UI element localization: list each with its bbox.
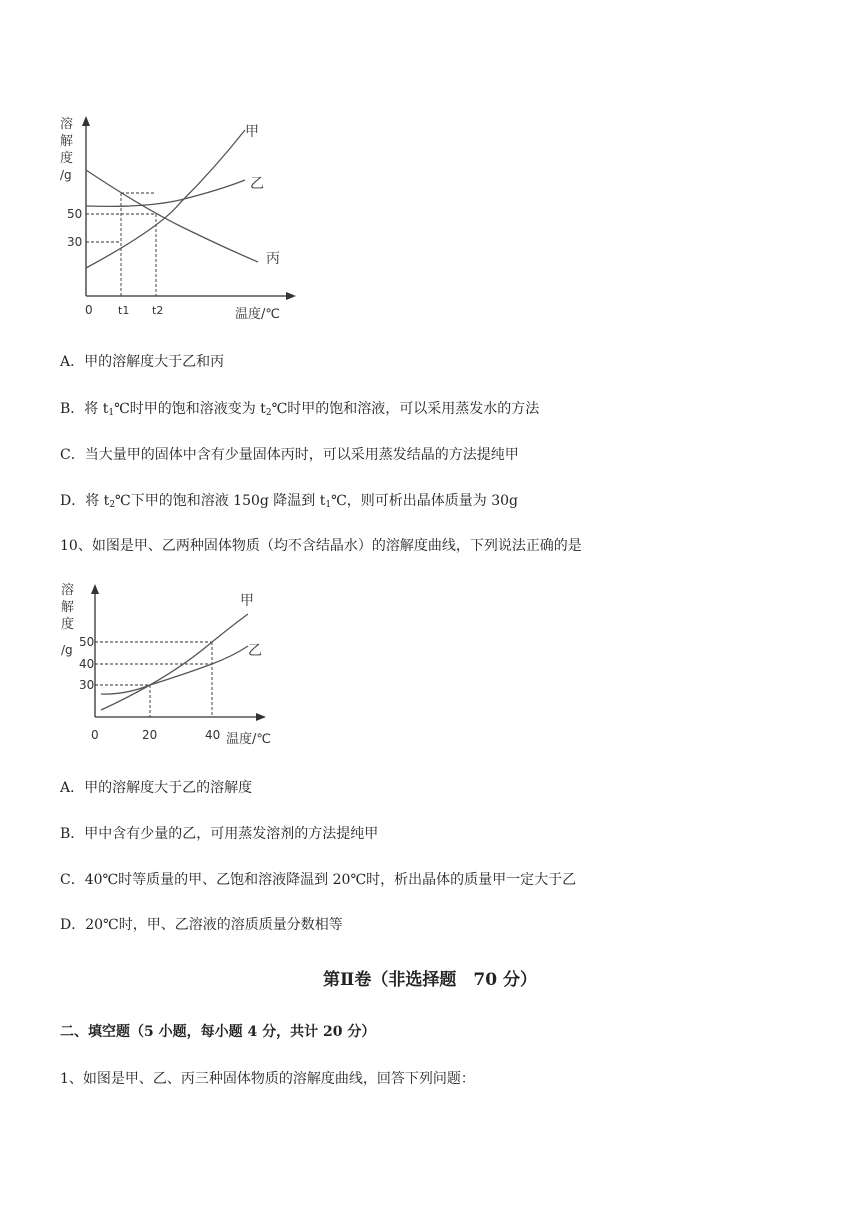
curve-jia [86, 130, 245, 268]
q9-d-sub2: 1 [325, 500, 332, 510]
x-tick-t1: t1 [118, 304, 130, 317]
y-label-4: /g [60, 168, 72, 182]
q10-option-c: C．40℃时等质量的甲、乙饱和溶液降温到 20℃时，析出晶体的质量甲一定大于乙 [60, 872, 577, 888]
q9-b-sub2: 2 [265, 408, 272, 418]
curve-label-bing: 丙 [266, 251, 280, 267]
x-label: 温度/℃ [235, 307, 280, 322]
y-label-2: 解 [60, 134, 74, 149]
y-tick-50: 50 [79, 635, 95, 649]
x-tick-0: 0 [85, 303, 93, 317]
q9-b-post: ℃时甲的饱和溶液，可以采用蒸发水的方法 [271, 401, 540, 417]
curve-bing [86, 170, 258, 262]
curve-label-yi: 乙 [248, 643, 262, 659]
solubility-chart-1 [50, 108, 310, 328]
curve-jia [101, 614, 248, 710]
y-label-1: 溶 [61, 583, 75, 598]
x-axis-arrow [286, 292, 296, 300]
q10-option-d: D．20℃时，甲、乙溶液的溶质质量分数相等 [60, 917, 343, 933]
curve-label-yi: 乙 [250, 176, 264, 192]
curve-label-jia: 甲 [245, 124, 259, 140]
y-label-4: /g [61, 643, 73, 657]
section-title: 第Ⅱ卷（非选择题 70 分） [323, 970, 537, 990]
curve-yi [86, 180, 245, 206]
y-axis-arrow [91, 584, 99, 594]
q10-stem: 10、如图是甲、乙两种固体物质（均不含结晶水）的溶解度曲线，下列说法正确的是 [60, 538, 582, 554]
curve-label-jia: 甲 [240, 593, 254, 609]
x-label: 温度/℃ [226, 732, 271, 747]
y-label-2: 解 [61, 600, 75, 615]
q9-option-b [60, 398, 539, 418]
q9-d-sub1: 2 [109, 500, 116, 510]
y-tick-50: 50 [67, 207, 83, 221]
q9-b-mid: ℃时甲的饱和溶液变为 t [114, 401, 266, 417]
q9-b-pre: B．将 t [60, 401, 109, 417]
y-label-3: 度 [61, 617, 75, 632]
q9-option-d [60, 490, 518, 510]
x-tick-40: 40 [205, 728, 221, 742]
q1-stem: 1、如图是甲、乙、丙三种固体物质的溶解度曲线，回答下列问题： [60, 1071, 475, 1087]
y-label-3: 度 [60, 151, 74, 166]
y-tick-30: 30 [79, 678, 95, 692]
q10-option-b: B．甲中含有少量的乙，可用蒸发溶剂的方法提纯甲 [60, 826, 379, 842]
x-axis-arrow [256, 713, 266, 721]
q9-d-mid: ℃下甲的饱和溶液 150g 降温到 t [115, 493, 326, 509]
q10-option-a: A．甲的溶解度大于乙的溶解度 [60, 780, 253, 796]
y-tick-40: 40 [79, 657, 95, 671]
section-heading: 二、填空题（5 小题，每小题 4 分，共计 20 分） [60, 1024, 376, 1040]
q9-d-post: ℃，则可析出晶体质量为 30g [331, 493, 518, 509]
x-tick-t2: t2 [152, 304, 164, 317]
y-tick-30: 30 [67, 235, 83, 249]
y-axis-arrow [82, 116, 90, 126]
y-label-1: 溶 [60, 117, 74, 132]
q9-d-pre: D．将 t [60, 493, 110, 509]
x-tick-0: 0 [91, 728, 99, 742]
q9-b-sub1: 1 [108, 408, 115, 418]
x-tick-20: 20 [142, 728, 158, 742]
q9-option-c: C．当大量甲的固体中含有少量固体丙时，可以采用蒸发结晶的方法提纯甲 [60, 447, 519, 463]
solubility-chart-2 [55, 577, 290, 752]
q9-option-a: A．甲的溶解度大于乙和丙 [60, 354, 225, 370]
